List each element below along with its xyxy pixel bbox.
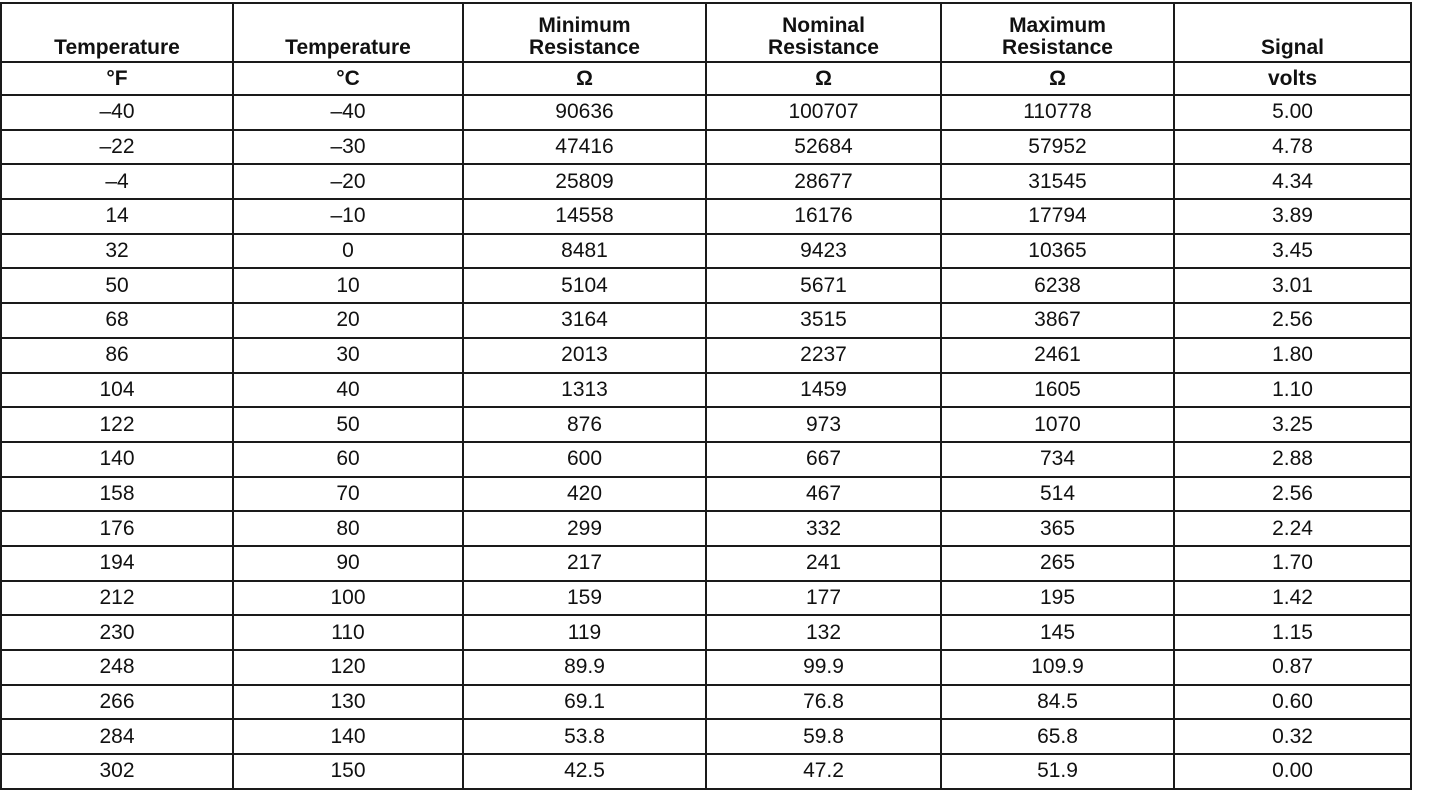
cell-temp-c: 130 (233, 685, 463, 720)
cell-signal-volts: 0.60 (1174, 685, 1411, 720)
cell-temp-f: 14 (1, 199, 233, 234)
cell-temp-c: 90 (233, 546, 463, 581)
cell-temp-c: 30 (233, 338, 463, 373)
table-body (1, 95, 1411, 789)
cell-temp-c: 20 (233, 303, 463, 338)
table-row (1, 511, 1411, 546)
table-row (1, 95, 1411, 130)
cell-nominal-resistance: 16176 (706, 199, 941, 234)
cell-min-resistance: 14558 (463, 199, 706, 234)
cell-temp-c: 140 (233, 719, 463, 754)
cell-temp-f: –22 (1, 130, 233, 165)
cell-temp-f: 86 (1, 338, 233, 373)
cell-temp-c: 150 (233, 754, 463, 789)
cell-min-resistance: 1313 (463, 373, 706, 408)
table-row (1, 754, 1411, 789)
cell-temp-f: 104 (1, 373, 233, 408)
table-row (1, 581, 1411, 616)
cell-nominal-resistance: 177 (706, 581, 941, 616)
table-row (1, 234, 1411, 269)
unit-ohm-min: Ω (463, 62, 706, 95)
cell-temp-c: –10 (233, 199, 463, 234)
header-nominal-resistance: Nominal Resistance (706, 3, 941, 62)
table-row (1, 130, 1411, 165)
cell-max-resistance: 145 (941, 615, 1174, 650)
cell-temp-f: 302 (1, 754, 233, 789)
cell-max-resistance: 31545 (941, 164, 1174, 199)
cell-max-resistance: 84.5 (941, 685, 1174, 720)
cell-nominal-resistance: 667 (706, 442, 941, 477)
cell-temp-c: –30 (233, 130, 463, 165)
cell-signal-volts: 3.01 (1174, 268, 1411, 303)
cell-max-resistance: 17794 (941, 199, 1174, 234)
cell-max-resistance: 110778 (941, 95, 1174, 130)
header-minimum-resistance: Minimum Resistance (463, 3, 706, 62)
header-temperature-f: Temperature (1, 3, 233, 62)
cell-signal-volts: 3.45 (1174, 234, 1411, 269)
cell-signal-volts: 0.00 (1174, 754, 1411, 789)
cell-max-resistance: 65.8 (941, 719, 1174, 754)
cell-nominal-resistance: 100707 (706, 95, 941, 130)
cell-temp-c: 40 (233, 373, 463, 408)
unit-ohm-nominal: Ω (706, 62, 941, 95)
cell-temp-f: 248 (1, 650, 233, 685)
table-row (1, 268, 1411, 303)
cell-max-resistance: 51.9 (941, 754, 1174, 789)
table-row (1, 303, 1411, 338)
cell-temp-c: 110 (233, 615, 463, 650)
cell-min-resistance: 89.9 (463, 650, 706, 685)
cell-min-resistance: 299 (463, 511, 706, 546)
cell-nominal-resistance: 3515 (706, 303, 941, 338)
cell-max-resistance: 365 (941, 511, 1174, 546)
cell-nominal-resistance: 9423 (706, 234, 941, 269)
cell-temp-c: –20 (233, 164, 463, 199)
cell-max-resistance: 514 (941, 477, 1174, 512)
table-row (1, 546, 1411, 581)
cell-max-resistance: 2461 (941, 338, 1174, 373)
cell-temp-f: 212 (1, 581, 233, 616)
cell-min-resistance: 2013 (463, 338, 706, 373)
cell-signal-volts: 1.42 (1174, 581, 1411, 616)
table-row (1, 199, 1411, 234)
cell-min-resistance: 119 (463, 615, 706, 650)
unit-fahrenheit: °F (1, 62, 233, 95)
cell-min-resistance: 217 (463, 546, 706, 581)
table-row (1, 685, 1411, 720)
cell-temp-f: 284 (1, 719, 233, 754)
cell-temp-f: 230 (1, 615, 233, 650)
cell-nominal-resistance: 467 (706, 477, 941, 512)
cell-temp-c: 120 (233, 650, 463, 685)
cell-min-resistance: 53.8 (463, 719, 706, 754)
cell-temp-c: 0 (233, 234, 463, 269)
cell-signal-volts: 0.32 (1174, 719, 1411, 754)
cell-min-resistance: 420 (463, 477, 706, 512)
cell-signal-volts: 3.25 (1174, 407, 1411, 442)
header-temperature-c: Temperature (233, 3, 463, 62)
table-row (1, 373, 1411, 408)
header-maximum-resistance: Maximum Resistance (941, 3, 1174, 62)
cell-temp-f: 122 (1, 407, 233, 442)
cell-signal-volts: 2.56 (1174, 477, 1411, 512)
cell-nominal-resistance: 132 (706, 615, 941, 650)
cell-signal-volts: 5.00 (1174, 95, 1411, 130)
cell-temp-c: –40 (233, 95, 463, 130)
cell-max-resistance: 1605 (941, 373, 1174, 408)
cell-temp-c: 50 (233, 407, 463, 442)
table-row (1, 338, 1411, 373)
cell-min-resistance: 5104 (463, 268, 706, 303)
cell-min-resistance: 90636 (463, 95, 706, 130)
unit-ohm-max: Ω (941, 62, 1174, 95)
temperature-resistance-table (0, 2, 1412, 790)
cell-nominal-resistance: 52684 (706, 130, 941, 165)
cell-nominal-resistance: 28677 (706, 164, 941, 199)
cell-max-resistance: 195 (941, 581, 1174, 616)
cell-signal-volts: 4.34 (1174, 164, 1411, 199)
cell-max-resistance: 109.9 (941, 650, 1174, 685)
table-row (1, 442, 1411, 477)
cell-max-resistance: 57952 (941, 130, 1174, 165)
cell-signal-volts: 3.89 (1174, 199, 1411, 234)
cell-temp-f: 140 (1, 442, 233, 477)
cell-nominal-resistance: 47.2 (706, 754, 941, 789)
cell-min-resistance: 3164 (463, 303, 706, 338)
cell-max-resistance: 1070 (941, 407, 1174, 442)
header-row (1, 3, 1411, 62)
table-row (1, 477, 1411, 512)
cell-signal-volts: 1.80 (1174, 338, 1411, 373)
cell-nominal-resistance: 2237 (706, 338, 941, 373)
cell-temp-f: 50 (1, 268, 233, 303)
cell-temp-f: 32 (1, 234, 233, 269)
cell-temp-c: 70 (233, 477, 463, 512)
cell-signal-volts: 2.24 (1174, 511, 1411, 546)
cell-nominal-resistance: 332 (706, 511, 941, 546)
cell-signal-volts: 4.78 (1174, 130, 1411, 165)
table-row (1, 407, 1411, 442)
cell-signal-volts: 2.88 (1174, 442, 1411, 477)
cell-max-resistance: 10365 (941, 234, 1174, 269)
table-row (1, 615, 1411, 650)
cell-min-resistance: 600 (463, 442, 706, 477)
units-row (1, 62, 1411, 95)
cell-temp-f: 176 (1, 511, 233, 546)
table-row (1, 164, 1411, 199)
cell-temp-c: 80 (233, 511, 463, 546)
cell-min-resistance: 876 (463, 407, 706, 442)
cell-nominal-resistance: 99.9 (706, 650, 941, 685)
cell-min-resistance: 47416 (463, 130, 706, 165)
cell-signal-volts: 0.87 (1174, 650, 1411, 685)
cell-signal-volts: 1.10 (1174, 373, 1411, 408)
cell-max-resistance: 734 (941, 442, 1174, 477)
cell-min-resistance: 25809 (463, 164, 706, 199)
cell-temp-f: 68 (1, 303, 233, 338)
cell-nominal-resistance: 241 (706, 546, 941, 581)
cell-nominal-resistance: 973 (706, 407, 941, 442)
cell-nominal-resistance: 59.8 (706, 719, 941, 754)
cell-max-resistance: 265 (941, 546, 1174, 581)
cell-min-resistance: 159 (463, 581, 706, 616)
cell-temp-f: 158 (1, 477, 233, 512)
cell-max-resistance: 6238 (941, 268, 1174, 303)
cell-min-resistance: 42.5 (463, 754, 706, 789)
cell-signal-volts: 1.15 (1174, 615, 1411, 650)
cell-signal-volts: 2.56 (1174, 303, 1411, 338)
cell-temp-c: 10 (233, 268, 463, 303)
cell-temp-f: –4 (1, 164, 233, 199)
cell-min-resistance: 8481 (463, 234, 706, 269)
cell-nominal-resistance: 1459 (706, 373, 941, 408)
unit-celsius: °C (233, 62, 463, 95)
header-signal: Signal (1174, 3, 1411, 62)
cell-temp-f: –40 (1, 95, 233, 130)
cell-signal-volts: 1.70 (1174, 546, 1411, 581)
cell-temp-c: 100 (233, 581, 463, 616)
cell-max-resistance: 3867 (941, 303, 1174, 338)
cell-min-resistance: 69.1 (463, 685, 706, 720)
table-row (1, 650, 1411, 685)
table-row (1, 719, 1411, 754)
cell-nominal-resistance: 76.8 (706, 685, 941, 720)
unit-volts: volts (1174, 62, 1411, 95)
cell-temp-c: 60 (233, 442, 463, 477)
cell-temp-f: 194 (1, 546, 233, 581)
cell-temp-f: 266 (1, 685, 233, 720)
cell-nominal-resistance: 5671 (706, 268, 941, 303)
